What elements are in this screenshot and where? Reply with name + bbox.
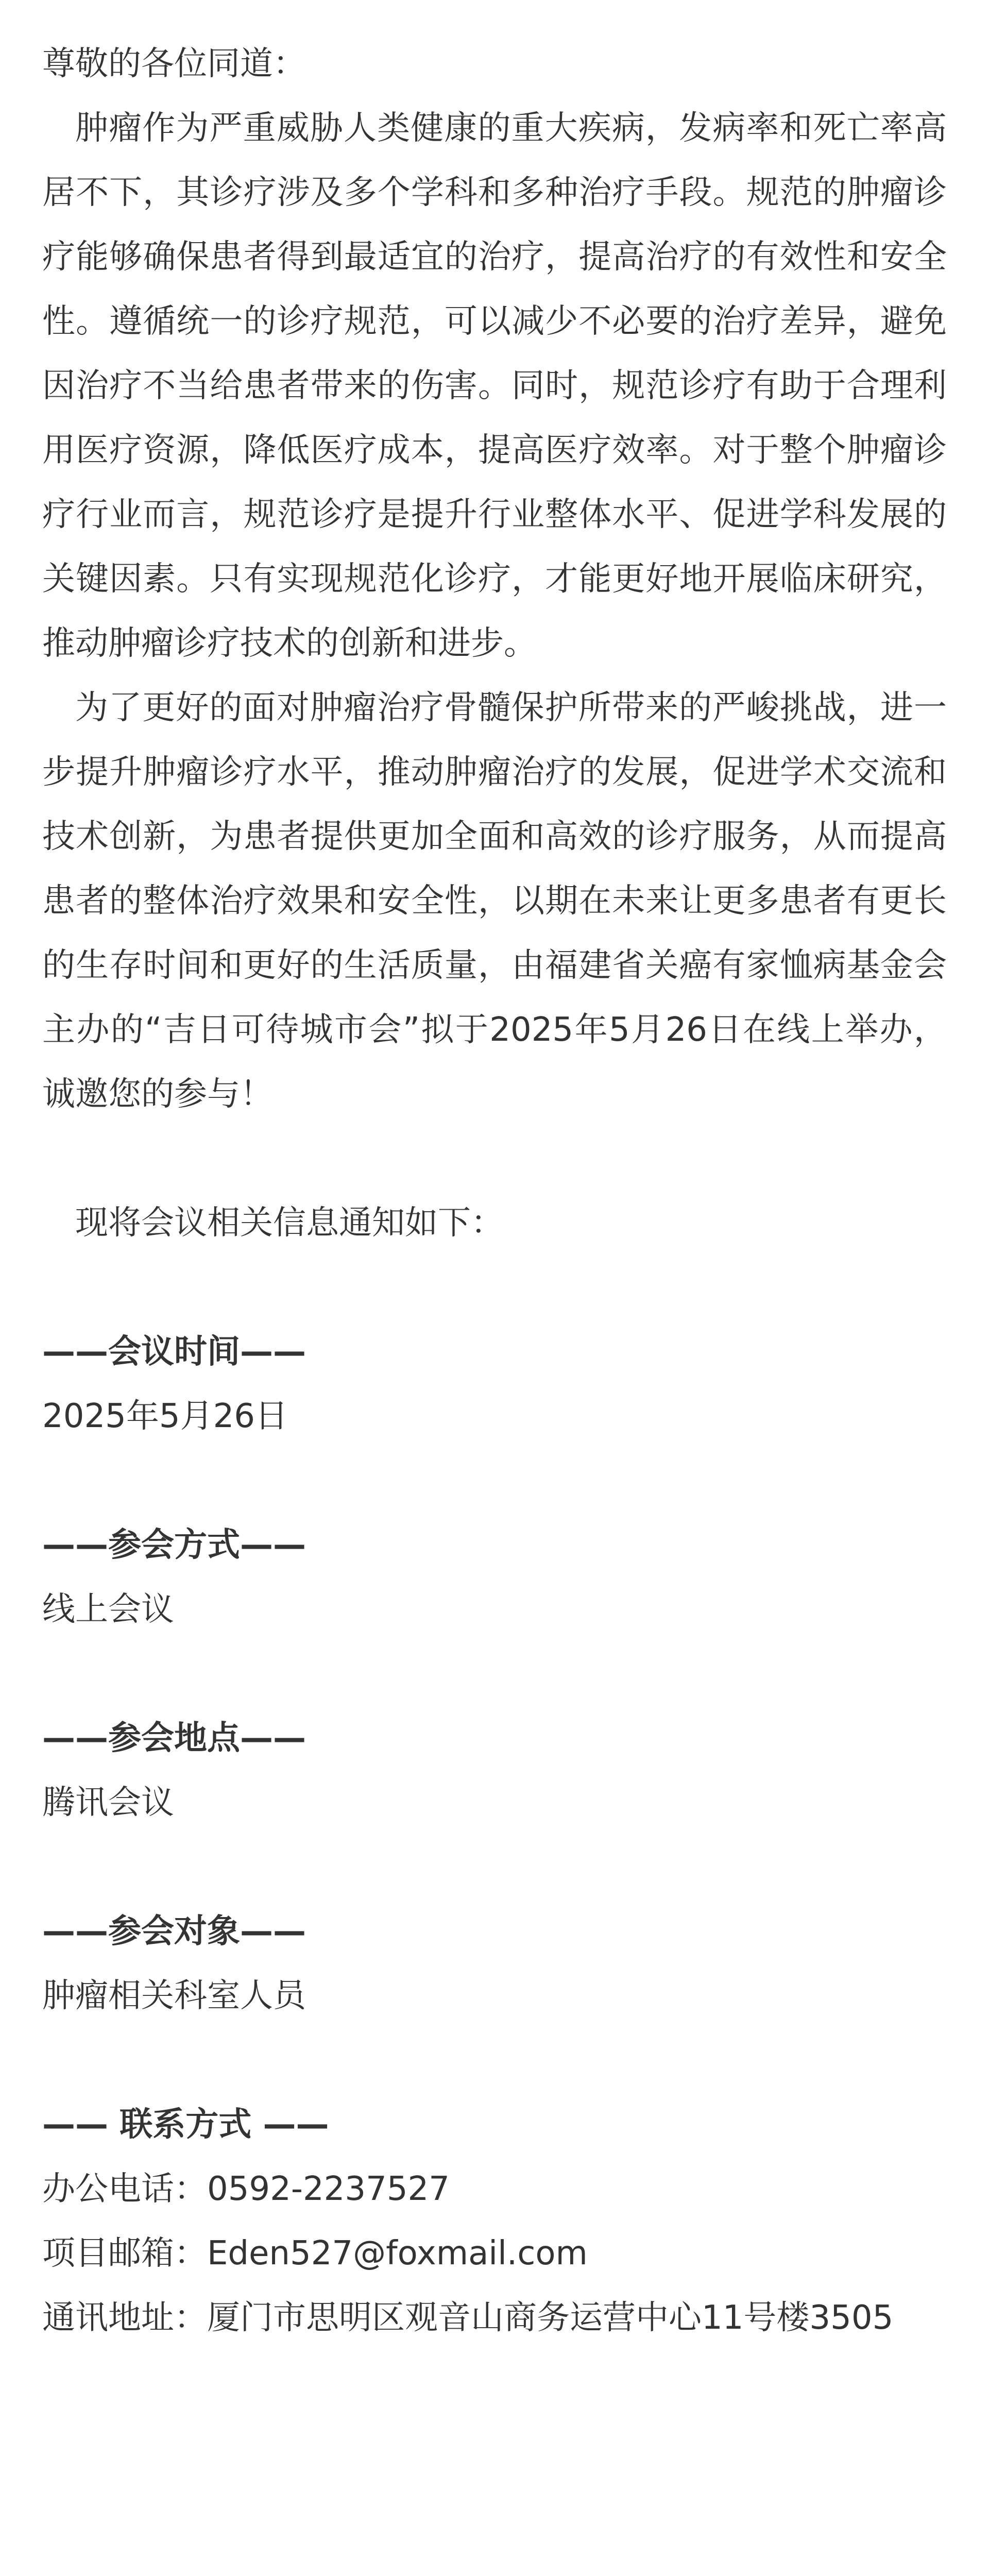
greeting: 尊敬的各位同道：: [42, 45, 306, 83]
spacer: [42, 1256, 947, 1320]
purpose-paragraph: 为了更好的面对肿瘤治疗骨髓保护所带来的严峻挑战，进一步提升肿瘤诊疗水平，推动肿瘤治疗的发展，促进学术交流和技术创新，为患者提供更加全面和高效的诊疗服务，从而提高患者的整体治疗效果和安全性，以期在未来让更多患者有更长的生存时间和更好的生活质量，由福建省关癌有家恤病基金会主办的“吉日可待城市会”拟于2025年5月26日在线上举办，诚邀您的参与！: [42, 689, 947, 1113]
spacer: [42, 1449, 947, 1513]
intro-paragraph: 肿瘤作为严重威胁人类健康的重大疾病，发病率和死亡率高居不下，其诊疗涉及多个学科和多种治疗手段。规范的肿瘤诊疗能够确保患者得到最适宜的治疗，提高治疗的有效性和安全性。遵循统一的诊疗规范，可以减少不必要的治疗差异，避免因治疗不当给患者带来的伤害。同时，规范诊疗有助于合理利用医疗资源，降低医疗成本，提高医疗效率。对于整个肿瘤诊疗行业而言，规范诊疗是提升行业整体水平、促进学科发展的关键因素。只有实现规范化诊疗，才能更好地开展临床研究，推动肿瘤诊疗技术的创新和进步。: [42, 109, 947, 663]
section-value-audience: 肿瘤相关科室人员: [42, 1977, 306, 2015]
section-value-time: 2025年5月26日: [42, 1397, 288, 1435]
spacer: [42, 1127, 947, 1191]
contact-email: 项目邮箱：Eden527@foxmail.com: [42, 2234, 588, 2273]
section-value-location: 腾讯会议: [42, 1784, 174, 1822]
section-heading-time: ——会议时间——: [42, 1333, 306, 1371]
section-heading-audience: ——参会对象——: [42, 1912, 306, 1951]
notice-line: 现将会议相关信息通知如下：: [75, 1204, 504, 1242]
section-heading-location: ——参会地点——: [42, 1719, 306, 1757]
spacer: [42, 1835, 947, 1900]
spacer: [42, 1642, 947, 1706]
contact-phone: 办公电话：0592-2237527: [42, 2170, 450, 2208]
contact-address: 通讯地址：厦门市思明区观音山商务运营中心11号楼3505: [42, 2299, 894, 2337]
spacer: [42, 2028, 947, 2093]
section-heading-contact: —— 联系方式 ——: [42, 2106, 329, 2144]
invitation-document: [42, 32, 947, 2350]
section-heading-method: ——参会方式——: [42, 1526, 306, 1564]
section-value-method: 线上会议: [42, 1590, 174, 1629]
